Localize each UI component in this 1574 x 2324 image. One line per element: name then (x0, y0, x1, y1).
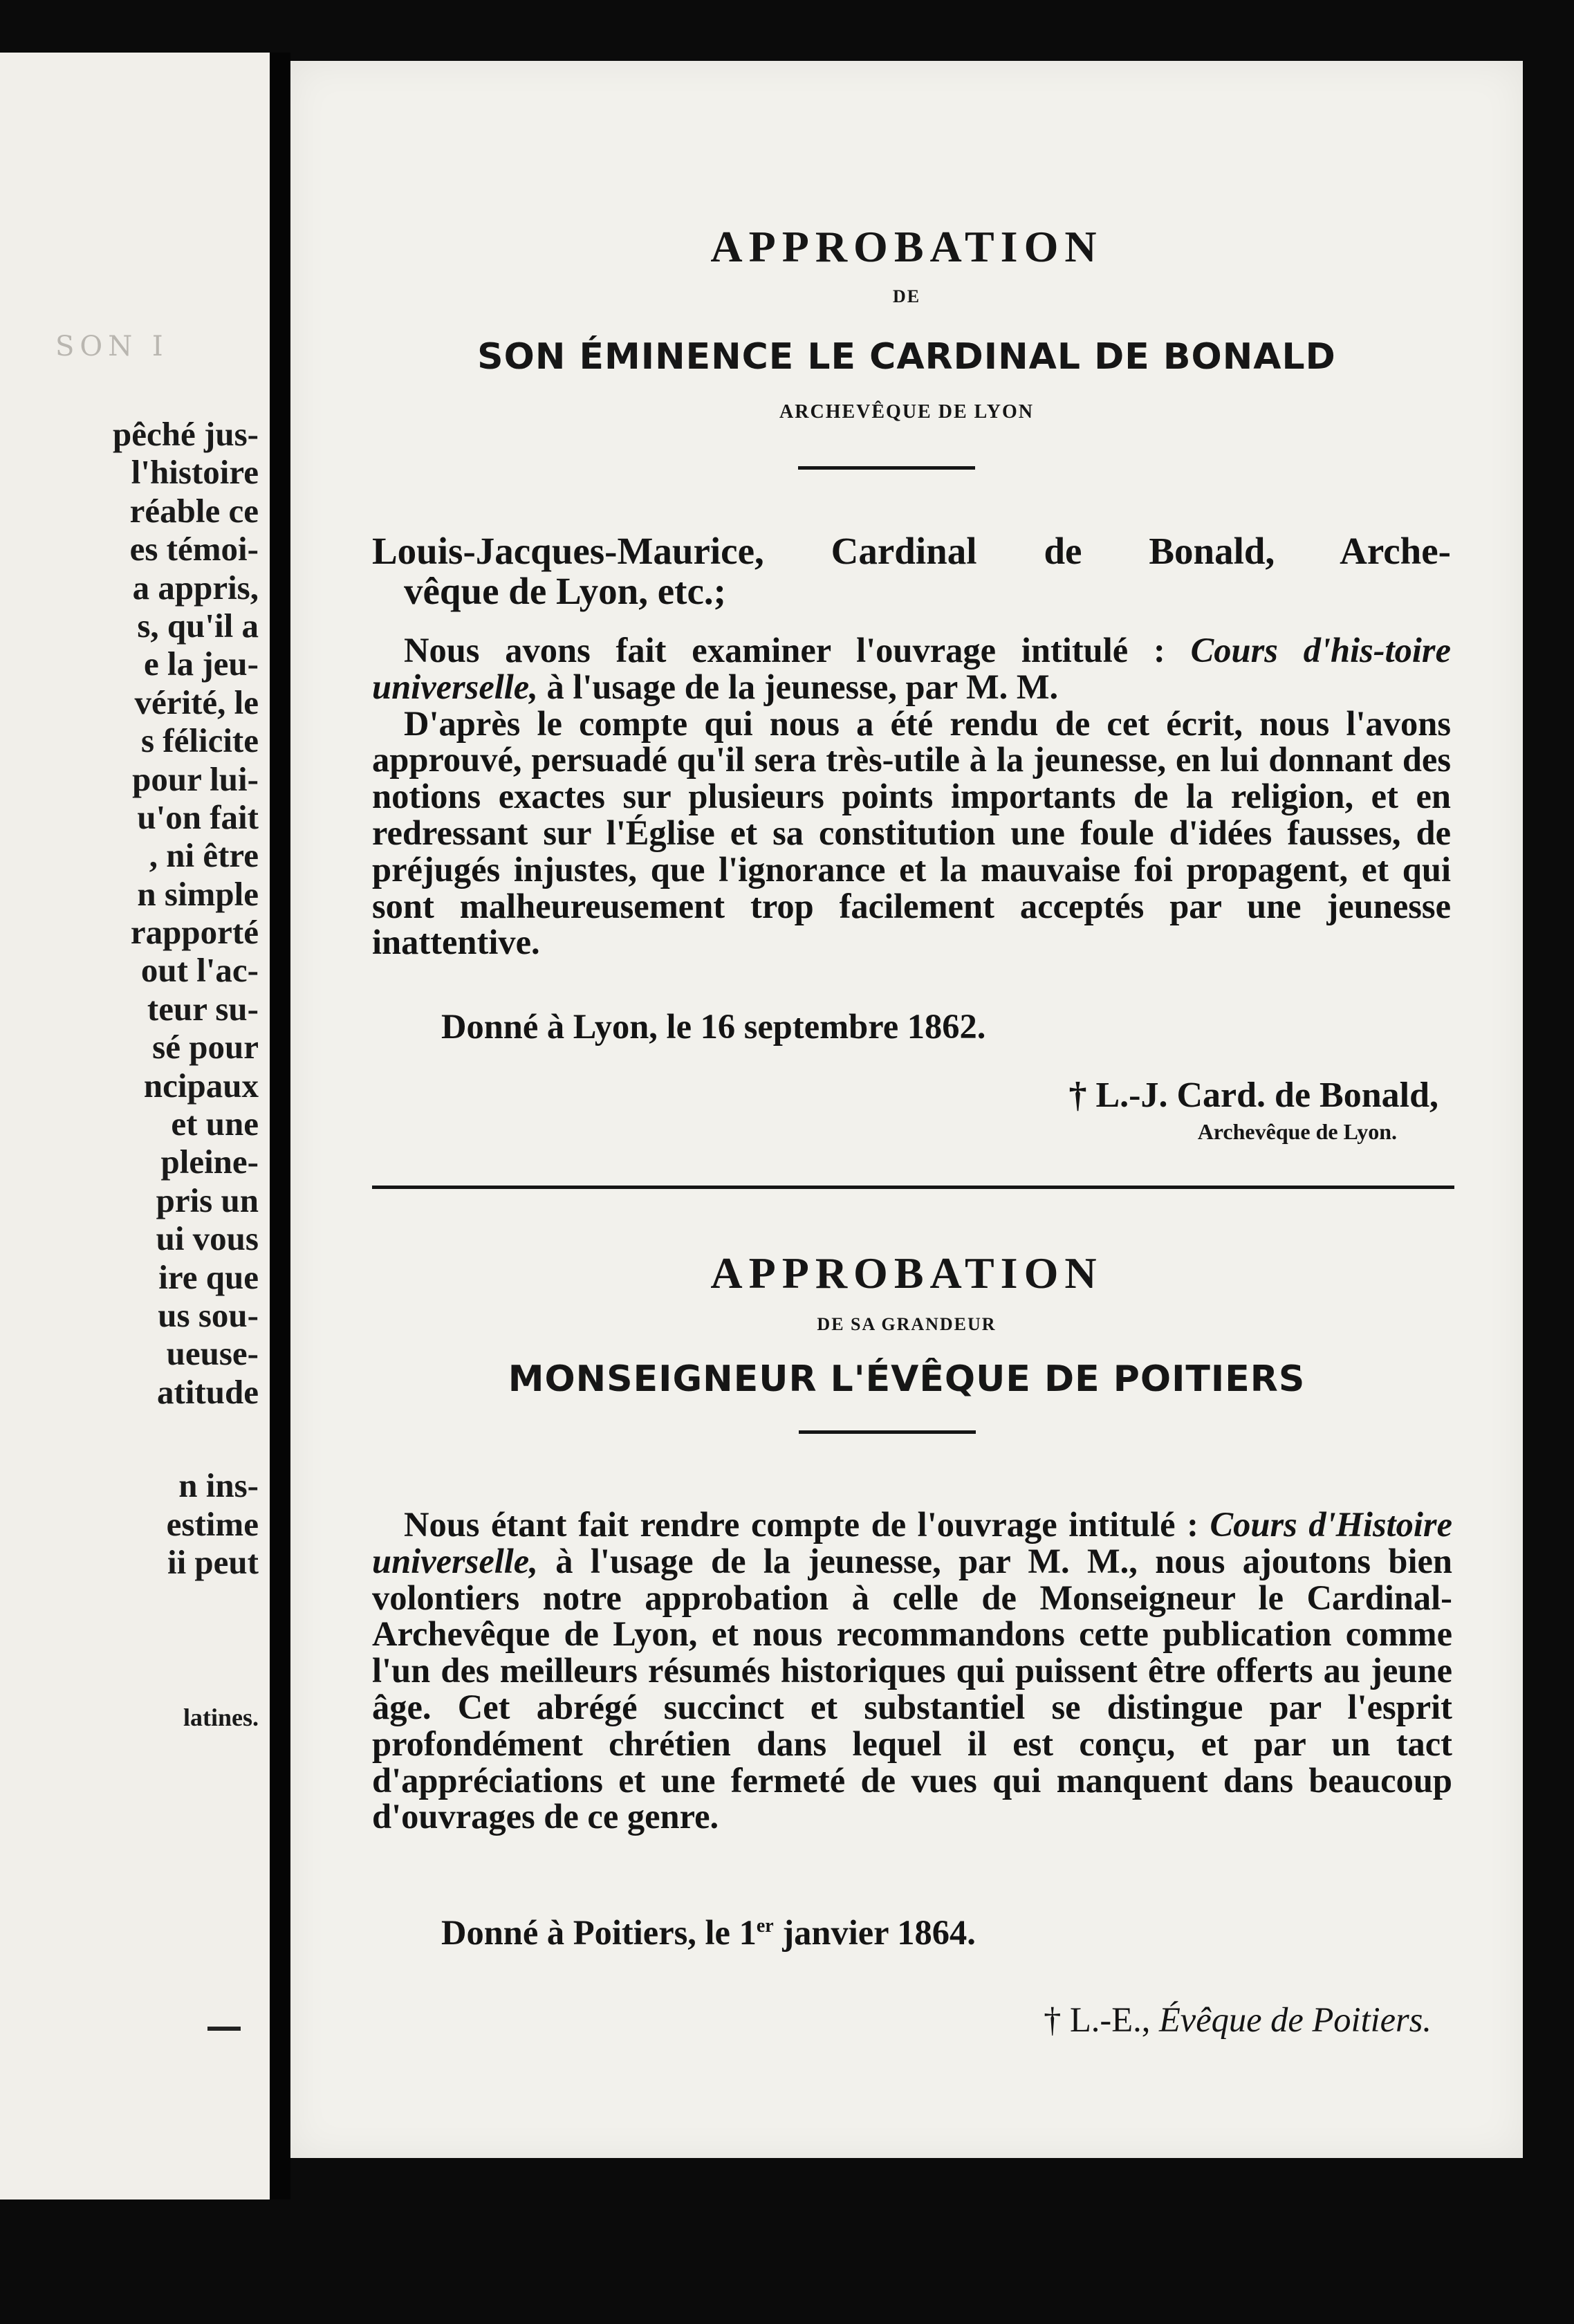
left-page-line: us sou- (158, 1295, 259, 1334)
left-page-line: u'on fait (137, 797, 259, 836)
left-page-gap (0, 1411, 259, 1466)
second-body (372, 1506, 1452, 1835)
left-facing-page (0, 53, 271, 2200)
left-page-line: ncipaux (143, 1066, 259, 1105)
left-page-line: ire que (158, 1257, 259, 1296)
second-work-title: Cours d'Histoire universelle, (372, 1505, 1452, 1580)
left-page-line: n simple (137, 874, 259, 913)
second-date (441, 1915, 1340, 1951)
section-divider (372, 1186, 1454, 1189)
left-page-line: pris un (156, 1181, 259, 1219)
book-gutter (270, 53, 290, 2200)
second-approbation-subject: MONSEIGNEUR L'ÉVÊQUE DE POITIERS (508, 1358, 1306, 1400)
first-p1-text-end: à l'usage de la jeunesse, par M. M. (537, 667, 1059, 706)
left-page-line: ui vous (156, 1219, 259, 1258)
left-page-line: e la jeu- (144, 645, 259, 683)
left-page-line: s félicite (140, 721, 259, 760)
left-page-line: s, qu'il a (137, 606, 259, 645)
second-p1-text-end: à l'usage de la jeunesse, par M. M., nous ajoutons bien volontiers notre approbation à celle de Monseigneur le Cardinal-Archevêque de Lyon, et nous recommandons cette publication comme l'un des meilleurs résumés historiques qui puissent être offerts au jeune âge. Cet abrégé succinct et substantiel se distingue par l'esprit profondément chrétien dans lequel il est conçu, et par un tact d'appréciations et une fermeté de vues qui manquent dans beaucoup d'ouvrages de ce genre. (372, 1541, 1452, 1836)
first-approbation-title: APPROBATION (710, 222, 1103, 271)
second-paragraph-1 (372, 1506, 1452, 1835)
first-body (372, 632, 1451, 961)
first-signature-title: Archevêque de Lyon. (1197, 1119, 1397, 1144)
left-page-line: l'histoire (131, 453, 259, 492)
left-page-line: sé pour (152, 1028, 259, 1067)
first-approbation-office: ARCHEVÊQUE DE LYON (779, 401, 1034, 423)
first-approbation-subject: SON ÉMINENCE LE CARDINAL DE BONALD (477, 336, 1336, 378)
second-date-text-end: janvier 1864. (773, 1913, 976, 1952)
first-date: Donné à Lyon, le 16 septembre 1862. (441, 1007, 986, 1046)
left-page-line: pour lui- (132, 759, 259, 798)
first-work-title: Cours d'his-toire universelle, (372, 631, 1451, 706)
left-page-line: out l'ac- (140, 951, 259, 990)
left-page-line: réable ce (129, 491, 259, 530)
left-page-line: , ni être (149, 836, 259, 875)
short-divider (798, 466, 975, 470)
second-date-sup: er (756, 1915, 774, 1937)
first-approbation-de: DE (892, 286, 921, 306)
second-approbation-de: DE SA GRANDEUR (817, 1314, 997, 1334)
second-date-text: Donné à Poitiers, le 1 (441, 1913, 757, 1952)
second-p1-text: Nous étant fait rendre compte de l'ouvrage intitulé : (404, 1505, 1210, 1544)
left-page-line: pêché jus- (113, 415, 259, 453)
second-signature-name: Évêque de Poitiers. (1158, 2000, 1432, 2039)
left-page-line: vérité, le (134, 683, 259, 721)
left-page-line: estime (166, 1504, 259, 1543)
second-approbation-title: APPROBATION (710, 1248, 1103, 1298)
bleed-through-text: SON I (55, 331, 169, 362)
left-page-line: rapporté (130, 913, 259, 952)
left-page-gap (0, 1581, 259, 1699)
second-signature-cross: † L.-E., (1044, 2000, 1159, 2039)
left-page-line: a appris, (132, 568, 259, 607)
first-heading-line-1: Louis-Jacques-Maurice, Cardinal de Bonald, Arche- (372, 530, 1451, 572)
left-page-line: ii peut (167, 1542, 259, 1581)
second-signature (775, 2002, 1432, 2038)
first-signature: † L.-J. Card. de Bonald, (1068, 1076, 1438, 1115)
left-page-line: atitude (157, 1372, 259, 1411)
first-paragraph-2: D'après le compte qui nous a été rendu de cet écrit, nous l'avons approuvé, persuadé qu'il sera très-utile à la jeunesse, en lui donnant des notions exactes sur plusieurs points importants de la religion, et en redressant sur l'Église et sa constitution une foule d'idées fausses, de préjugés injustes, que l'ignorance et la mauvaise foi propagent, et qui sont malheureusement trop facilement acceptés par une jeunesse inattentive. (372, 703, 1451, 962)
left-page-line: ueuse- (166, 1334, 259, 1373)
short-divider-2 (799, 1430, 976, 1434)
left-page-line: pleine- (160, 1143, 259, 1181)
first-heading (372, 531, 1451, 611)
gutter-mark (207, 2027, 241, 2031)
left-page-text (0, 415, 259, 1737)
left-page-line: es témoi- (129, 530, 259, 569)
left-page-line: teur su- (147, 989, 259, 1028)
left-page-line: et une (171, 1105, 259, 1143)
left-page-line: n ins- (178, 1466, 259, 1505)
first-paragraph-1 (372, 632, 1451, 706)
first-heading-line-2: vêque de Lyon, etc.; (404, 570, 726, 612)
document-page (290, 61, 1523, 2158)
left-page-footer: latines. (183, 1704, 259, 1732)
first-p1-text: Nous avons fait examiner l'ouvrage intitulé : (404, 631, 1191, 670)
